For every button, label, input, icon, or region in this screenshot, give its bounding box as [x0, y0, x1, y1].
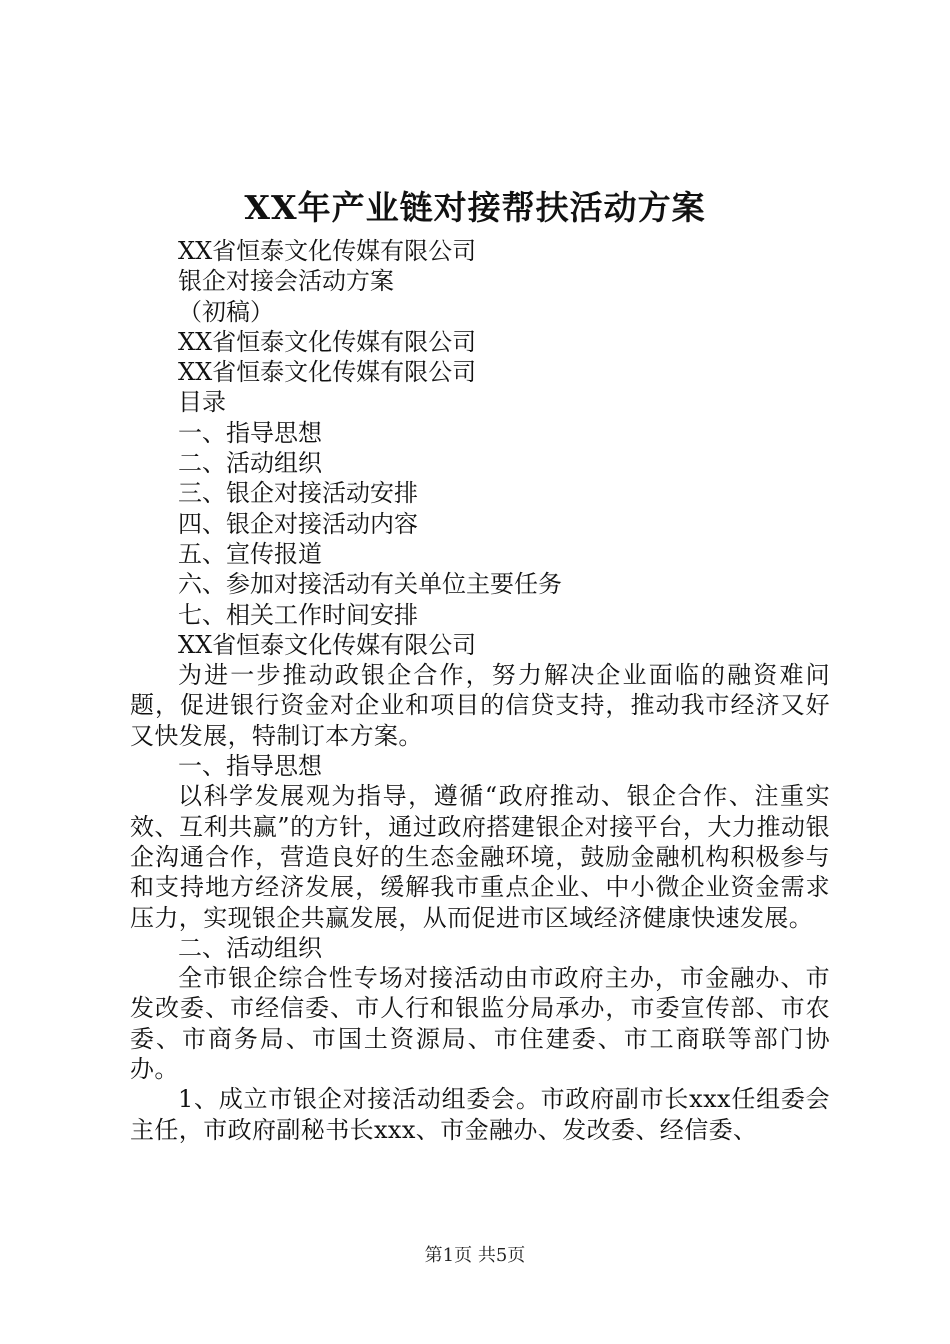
toc-item: 二、活动组织	[178, 449, 322, 478]
toc-item: 七、相关工作时间安排	[178, 600, 418, 629]
section-heading: 一、指导思想	[178, 752, 322, 781]
company-name-line: XX省恒泰文化传媒有限公司	[178, 630, 477, 659]
document-title: XX年产业链对接帮扶活动方案	[244, 188, 706, 227]
organization-paragraph: 全市银企综合性专场对接活动由市政府主办，市金融办、市发改委、市经信委、市人行和银监分局承办，市委宣传部、市农委、市商务局、市国土资源局、市住建委、市工商联等部门协办。	[130, 964, 830, 1084]
company-name-line: XX省恒泰文化传媒有限公司	[178, 358, 477, 387]
guiding-ideology-paragraph: 以科学发展观为指导，遵循“政府推动、银企合作、注重实效、互利共赢”的方针，通过政府搭建银企对接平台，大力推动银企沟通合作，营造良好的生态金融环境，鼓励金融机构积极参与和支持地方经济发展，缓解我市重点企业、中小微企业资金需求压力，实现银企共赢发展，从而促进市区域经济健康快速发展。	[130, 782, 830, 932]
toc-heading: 目录	[178, 388, 226, 417]
toc-item: 三、银企对接活动安排	[178, 479, 418, 508]
page-footer: 第1页 共5页	[424, 1245, 526, 1266]
committee-paragraph: 1、成立市银企对接活动组委会。市政府副市长xxx任组委会主任，市政府副秘书长xxx、市金融办、发改委、经信委、	[130, 1085, 830, 1144]
toc-item: 四、银企对接活动内容	[178, 509, 418, 538]
plan-name-line: 银企对接会活动方案	[178, 267, 394, 296]
document-body	[130, 236, 830, 1145]
company-name-line: XX省恒泰文化传媒有限公司	[178, 237, 477, 265]
toc-item: 六、参加对接活动有关单位主要任务	[178, 570, 562, 599]
intro-paragraph: 为进一步推动政银企合作，努力解决企业面临的融资难问题，促进银行资金对企业和项目的信贷支持，推动我市经济又好又快发展，特制订本方案。	[130, 661, 830, 750]
company-name-line: XX省恒泰文化传媒有限公司	[178, 327, 477, 356]
toc-item: 一、指导思想	[178, 418, 322, 447]
section-heading: 二、活动组织	[178, 933, 322, 962]
toc-item: 五、宣传报道	[178, 539, 322, 568]
draft-label-line: （初稿）	[178, 297, 274, 326]
